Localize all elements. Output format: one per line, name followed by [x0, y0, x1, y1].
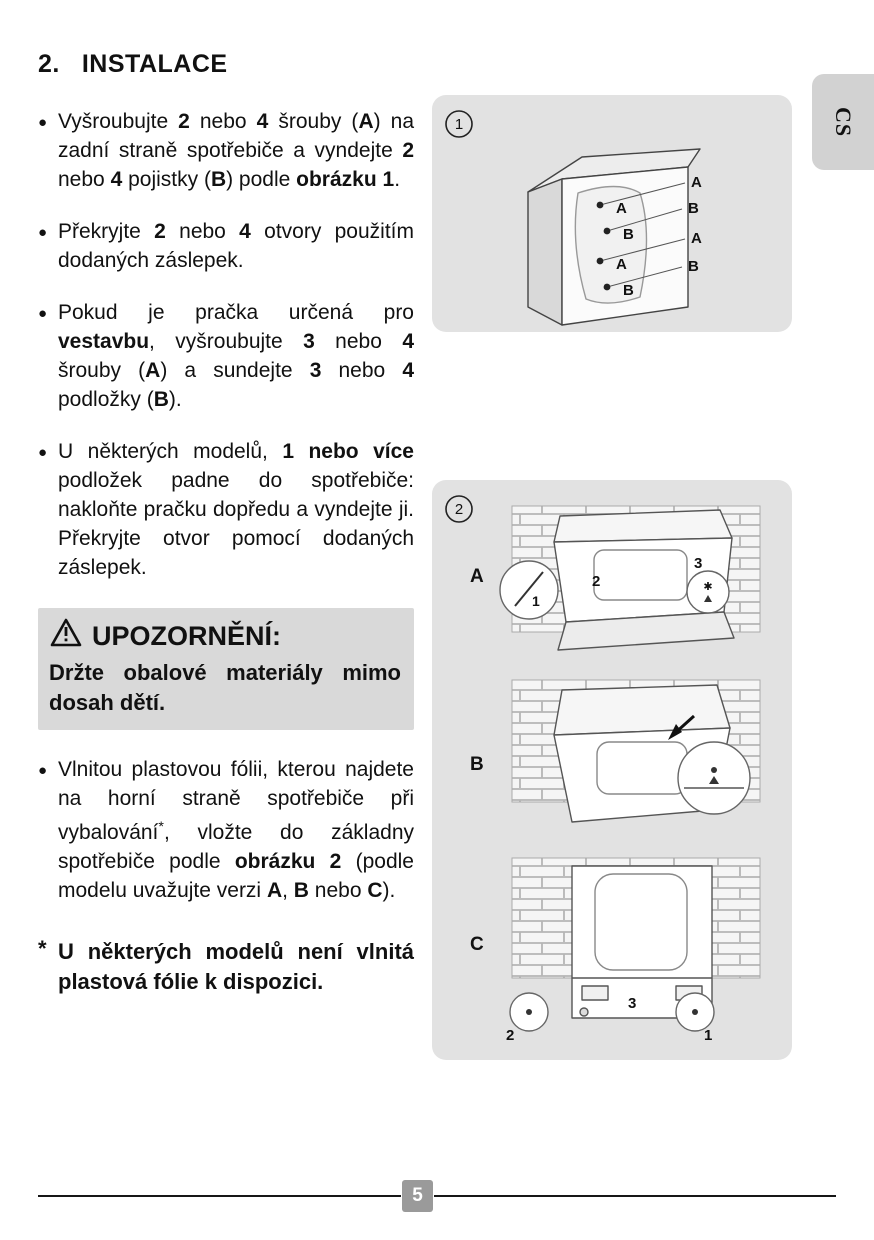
callout-3: 3 — [694, 555, 703, 572]
washing-machine-back-drawing — [528, 149, 700, 325]
callout-1: 1 — [532, 593, 540, 609]
bullet-item-built-in — [38, 298, 414, 414]
language-tab — [812, 74, 874, 170]
figure-1-illustration — [432, 95, 792, 332]
callout-3: 3 — [628, 995, 637, 1012]
callout-1: 1 — [704, 1027, 713, 1044]
svg-text:✱: ✱ — [703, 581, 713, 593]
figure-1-panel — [432, 95, 792, 332]
footnote-text: U některých modelů není vlnitá plastová fólie k dispozici. — [58, 939, 414, 994]
footnote-marker: * — [38, 936, 47, 961]
callout-2: 2 — [506, 1027, 515, 1044]
label-a-inner: A — [616, 256, 627, 273]
section-title-text: INSTALACE — [81, 50, 228, 78]
variant-b-label: B — [470, 754, 484, 775]
warning-body: Držte obalové materiály mimo dosah dětí. — [49, 660, 401, 715]
label-b-inner: B — [623, 226, 634, 243]
bullet-item-washers — [38, 437, 414, 582]
magnifier-circle-2 — [506, 993, 548, 1044]
language-tab-label: CS — [831, 106, 856, 138]
bullet-item-plastic-film — [38, 755, 414, 905]
bullet-text: Vyšroubujte 2 nebo 4 šrouby (A) na zadní straně spotřebiče a vyndejte 2 nebo 4 pojistky (B) podle obrázku 1. — [58, 110, 414, 191]
warning-triangle-icon — [49, 617, 83, 655]
label-a-outer: A — [691, 174, 702, 191]
bullet-marker: ● — [38, 305, 48, 322]
text-column — [38, 50, 414, 997]
label-b-inner: B — [623, 282, 634, 299]
label-b-outer: B — [688, 200, 699, 217]
figure-1-number-badge — [446, 111, 472, 137]
callout-2: 2 — [592, 573, 601, 590]
page-number-badge: 5 — [402, 1180, 433, 1212]
warning-header — [49, 617, 401, 655]
bullet-text: Překryjte 2 nebo 4 otvory použitím dodaných záslepek. — [58, 220, 414, 272]
magnifier-circle-1 — [676, 993, 714, 1044]
warning-box — [38, 608, 414, 730]
bullet-text: U některých modelů, 1 nebo více podložek padne do spotřebiče: nakloňte pračku dopředu a vyndejte ji. Překryjte otvor pomocí dodaných záslepek. — [58, 440, 414, 579]
bullet-marker: ● — [38, 114, 48, 131]
footer-rule-left — [38, 1195, 401, 1197]
variant-b-drawing — [470, 680, 760, 822]
section-title — [38, 50, 414, 79]
bullet-marker: ● — [38, 224, 48, 241]
variant-a-drawing — [470, 506, 760, 650]
label-a-outer: A — [691, 230, 702, 247]
svg-text:1: 1 — [454, 116, 464, 133]
variant-c-label: C — [470, 934, 484, 955]
warning-title: UPOZORNĚNÍ: — [92, 620, 281, 651]
bullet-text: Vlnitou plastovou fólii, kterou najdete na horní straně spotřebiče při vybalování*, vložte do základny spotřebiče podle obrázku 2 (podle modelu uvažujte verzi A, B nebo C). — [58, 758, 414, 902]
label-a-inner: A — [616, 200, 627, 217]
variant-c-drawing — [470, 858, 760, 1044]
bullet-item-unscrew — [38, 107, 414, 194]
bullet-item-cover-holes — [38, 217, 414, 275]
bullet-marker: ● — [38, 762, 48, 779]
figure-2-panel — [432, 480, 792, 1060]
magnifier-circle-detail — [678, 742, 750, 814]
figure-2-illustration — [432, 480, 792, 1060]
figure-2-number-badge — [446, 496, 472, 522]
footnote — [38, 937, 414, 997]
section-number: 2. — [38, 50, 60, 78]
variant-a-label: A — [470, 566, 484, 587]
footer-rule-right — [434, 1195, 836, 1197]
bullet-text: Pokud je pračka určená pro vestavbu, vyšroubujte 3 nebo 4 šrouby (A) a sundejte 3 nebo 4 podložky (B). — [58, 301, 415, 411]
magnifier-circle-1 — [500, 561, 558, 619]
label-b-outer: B — [688, 258, 699, 275]
svg-text:2: 2 — [454, 501, 464, 518]
bullet-marker: ● — [38, 444, 48, 461]
